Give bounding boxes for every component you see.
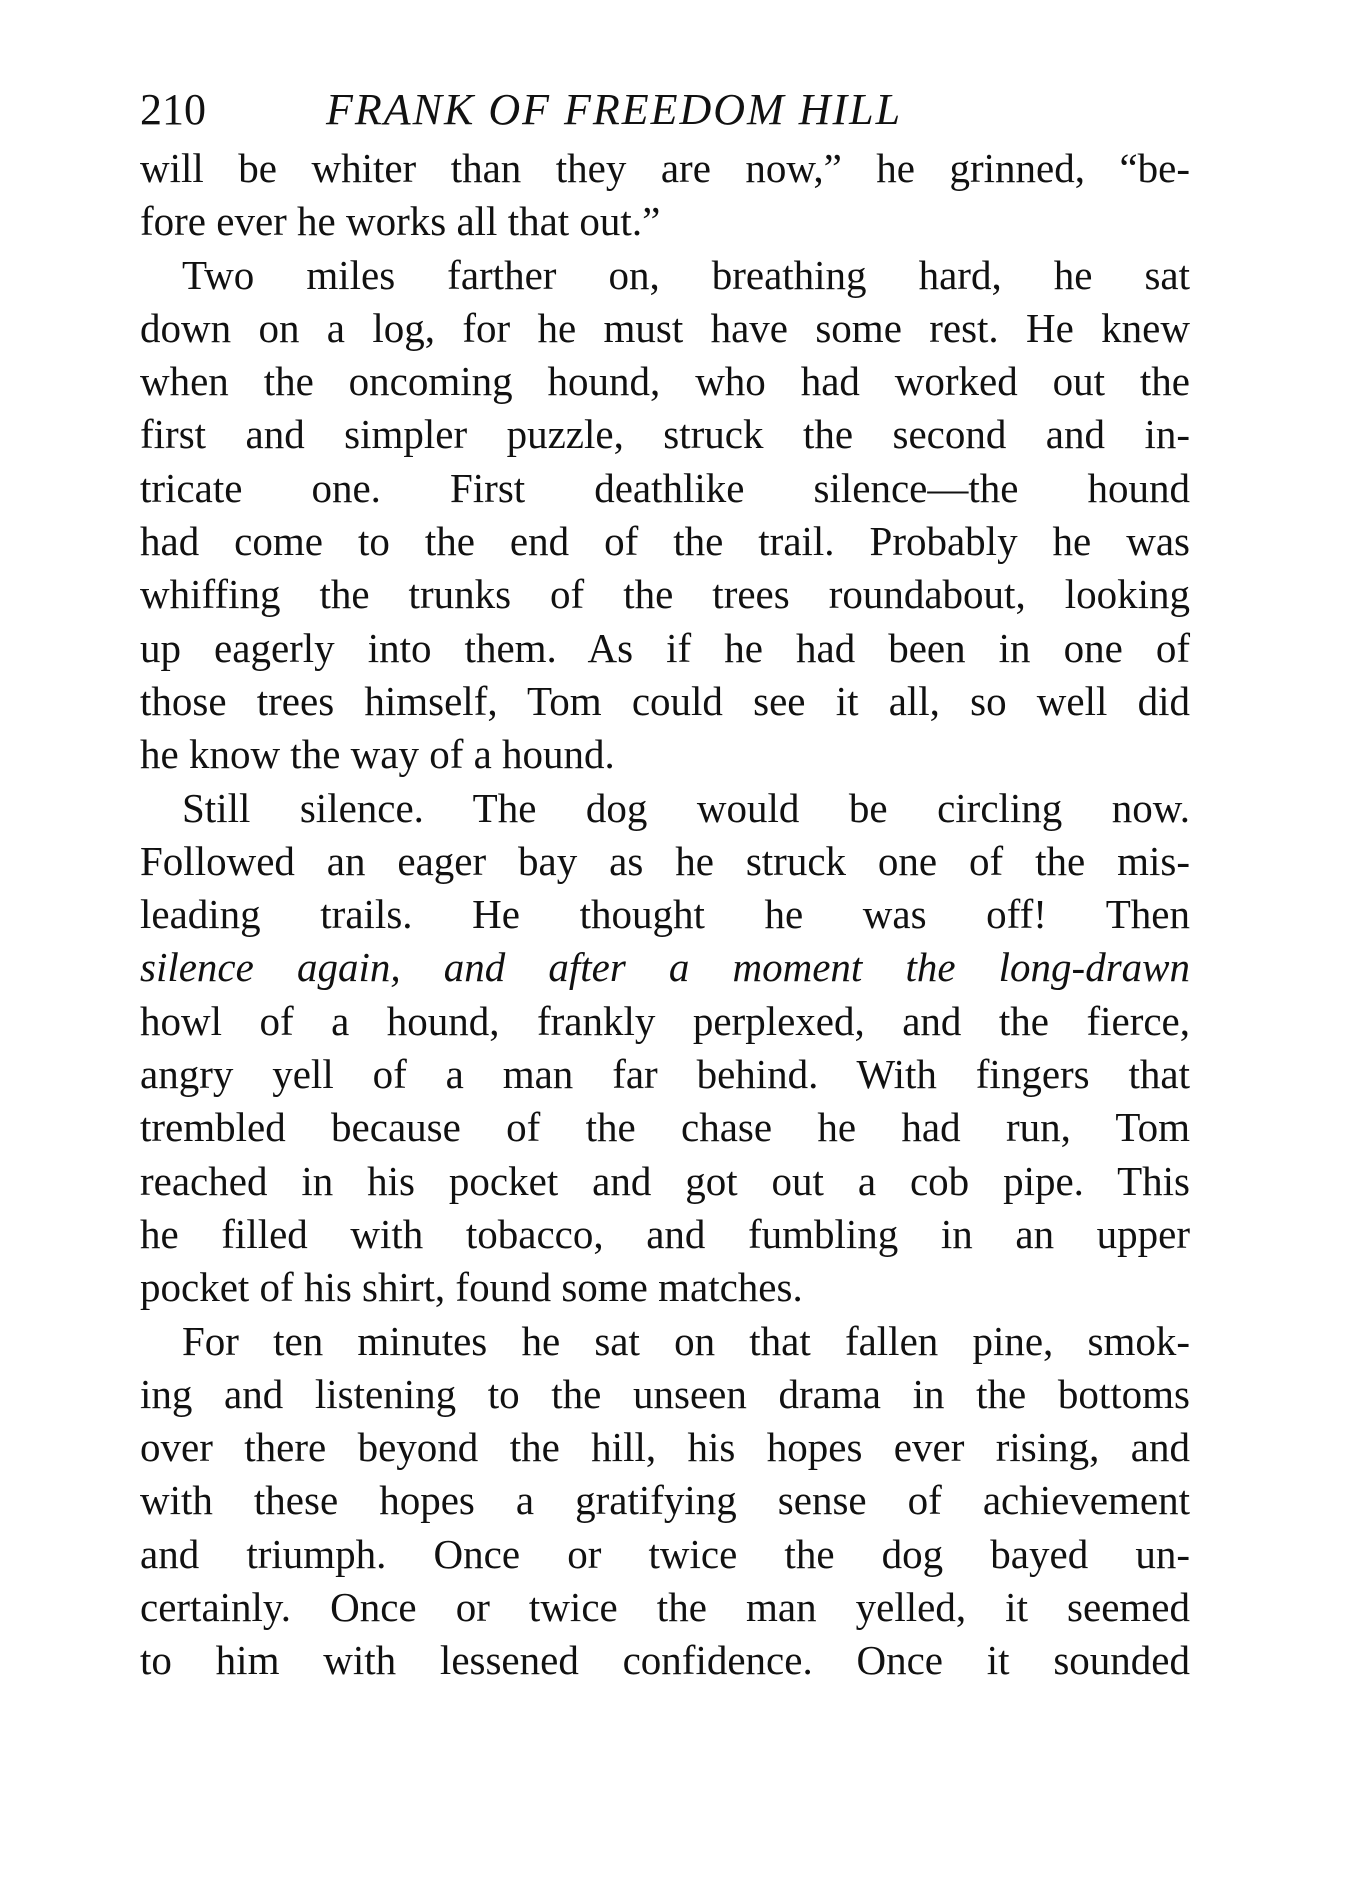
book-page <box>140 80 1190 1688</box>
text-line: howl of a hound, frankly perplexed, and the fierce, <box>140 997 1190 1044</box>
text-line: those trees himself, Tom could see it all, so well did <box>140 677 1190 724</box>
text-line: angry yell of a man far behind. With fingers that <box>140 1051 1190 1098</box>
text-line: trembled because of the chase he had run, Tom <box>140 1104 1190 1151</box>
text-line: silence again, and after a moment the long-drawn <box>140 944 1190 991</box>
text-line: certainly. Once or twice the man yelled, it seemed <box>140 1584 1190 1631</box>
text-line: whiffing the trunks of the trees roundabout, looking <box>140 571 1190 618</box>
text-line: reached in his pocket and got out a cob pipe. This <box>140 1157 1190 1204</box>
text-line: down on a log, for he must have some rest. He knew <box>140 304 1190 351</box>
text-line: and triumph. Once or twice the dog bayed un- <box>140 1530 1190 1577</box>
page-number: 210 <box>140 85 206 134</box>
running-head <box>140 80 1190 140</box>
text-line: Two miles farther on, breathing hard, he sat <box>182 251 1190 298</box>
text-line: when the oncoming hound, who had worked out the <box>140 358 1190 405</box>
text-line: first and simpler puzzle, struck the second and in- <box>140 411 1190 458</box>
text-line: Still silence. The dog would be circling now. <box>182 784 1190 831</box>
text-line: Followed an eager bay as he struck one of the mis- <box>140 837 1190 884</box>
text-line: ing and listening to the unseen drama in the bottoms <box>140 1370 1190 1417</box>
text-line: to him with lessened confidence. Once it sounded <box>140 1637 1190 1684</box>
text-line: pocket of his shirt, found some matches. <box>140 1264 803 1311</box>
text-line: For ten minutes he sat on that fallen pine, smok- <box>182 1317 1190 1364</box>
text-line: he filled with tobacco, and fumbling in an upper <box>140 1210 1190 1257</box>
text-line: over there beyond the hill, his hopes ever rising, and <box>140 1424 1190 1471</box>
text-line: with these hopes a gratifying sense of achievement <box>140 1477 1190 1524</box>
text-line: had come to the end of the trail. Probably he was <box>140 518 1190 565</box>
text-line: up eagerly into them. As if he had been in one of <box>140 624 1190 671</box>
text-line: tricate one. First deathlike silence—the hound <box>140 464 1190 511</box>
text-line: he know the way of a hound. <box>140 731 615 778</box>
running-title: FRANK OF FREEDOM HILL <box>326 85 903 134</box>
text-line: fore ever he works all that out.” <box>140 198 661 245</box>
text-line: will be whiter than they are now,” he grinned, “be- <box>140 145 1190 191</box>
text-line: leading trails. He thought he was off! Then <box>140 891 1190 938</box>
body-text <box>140 142 1190 1688</box>
